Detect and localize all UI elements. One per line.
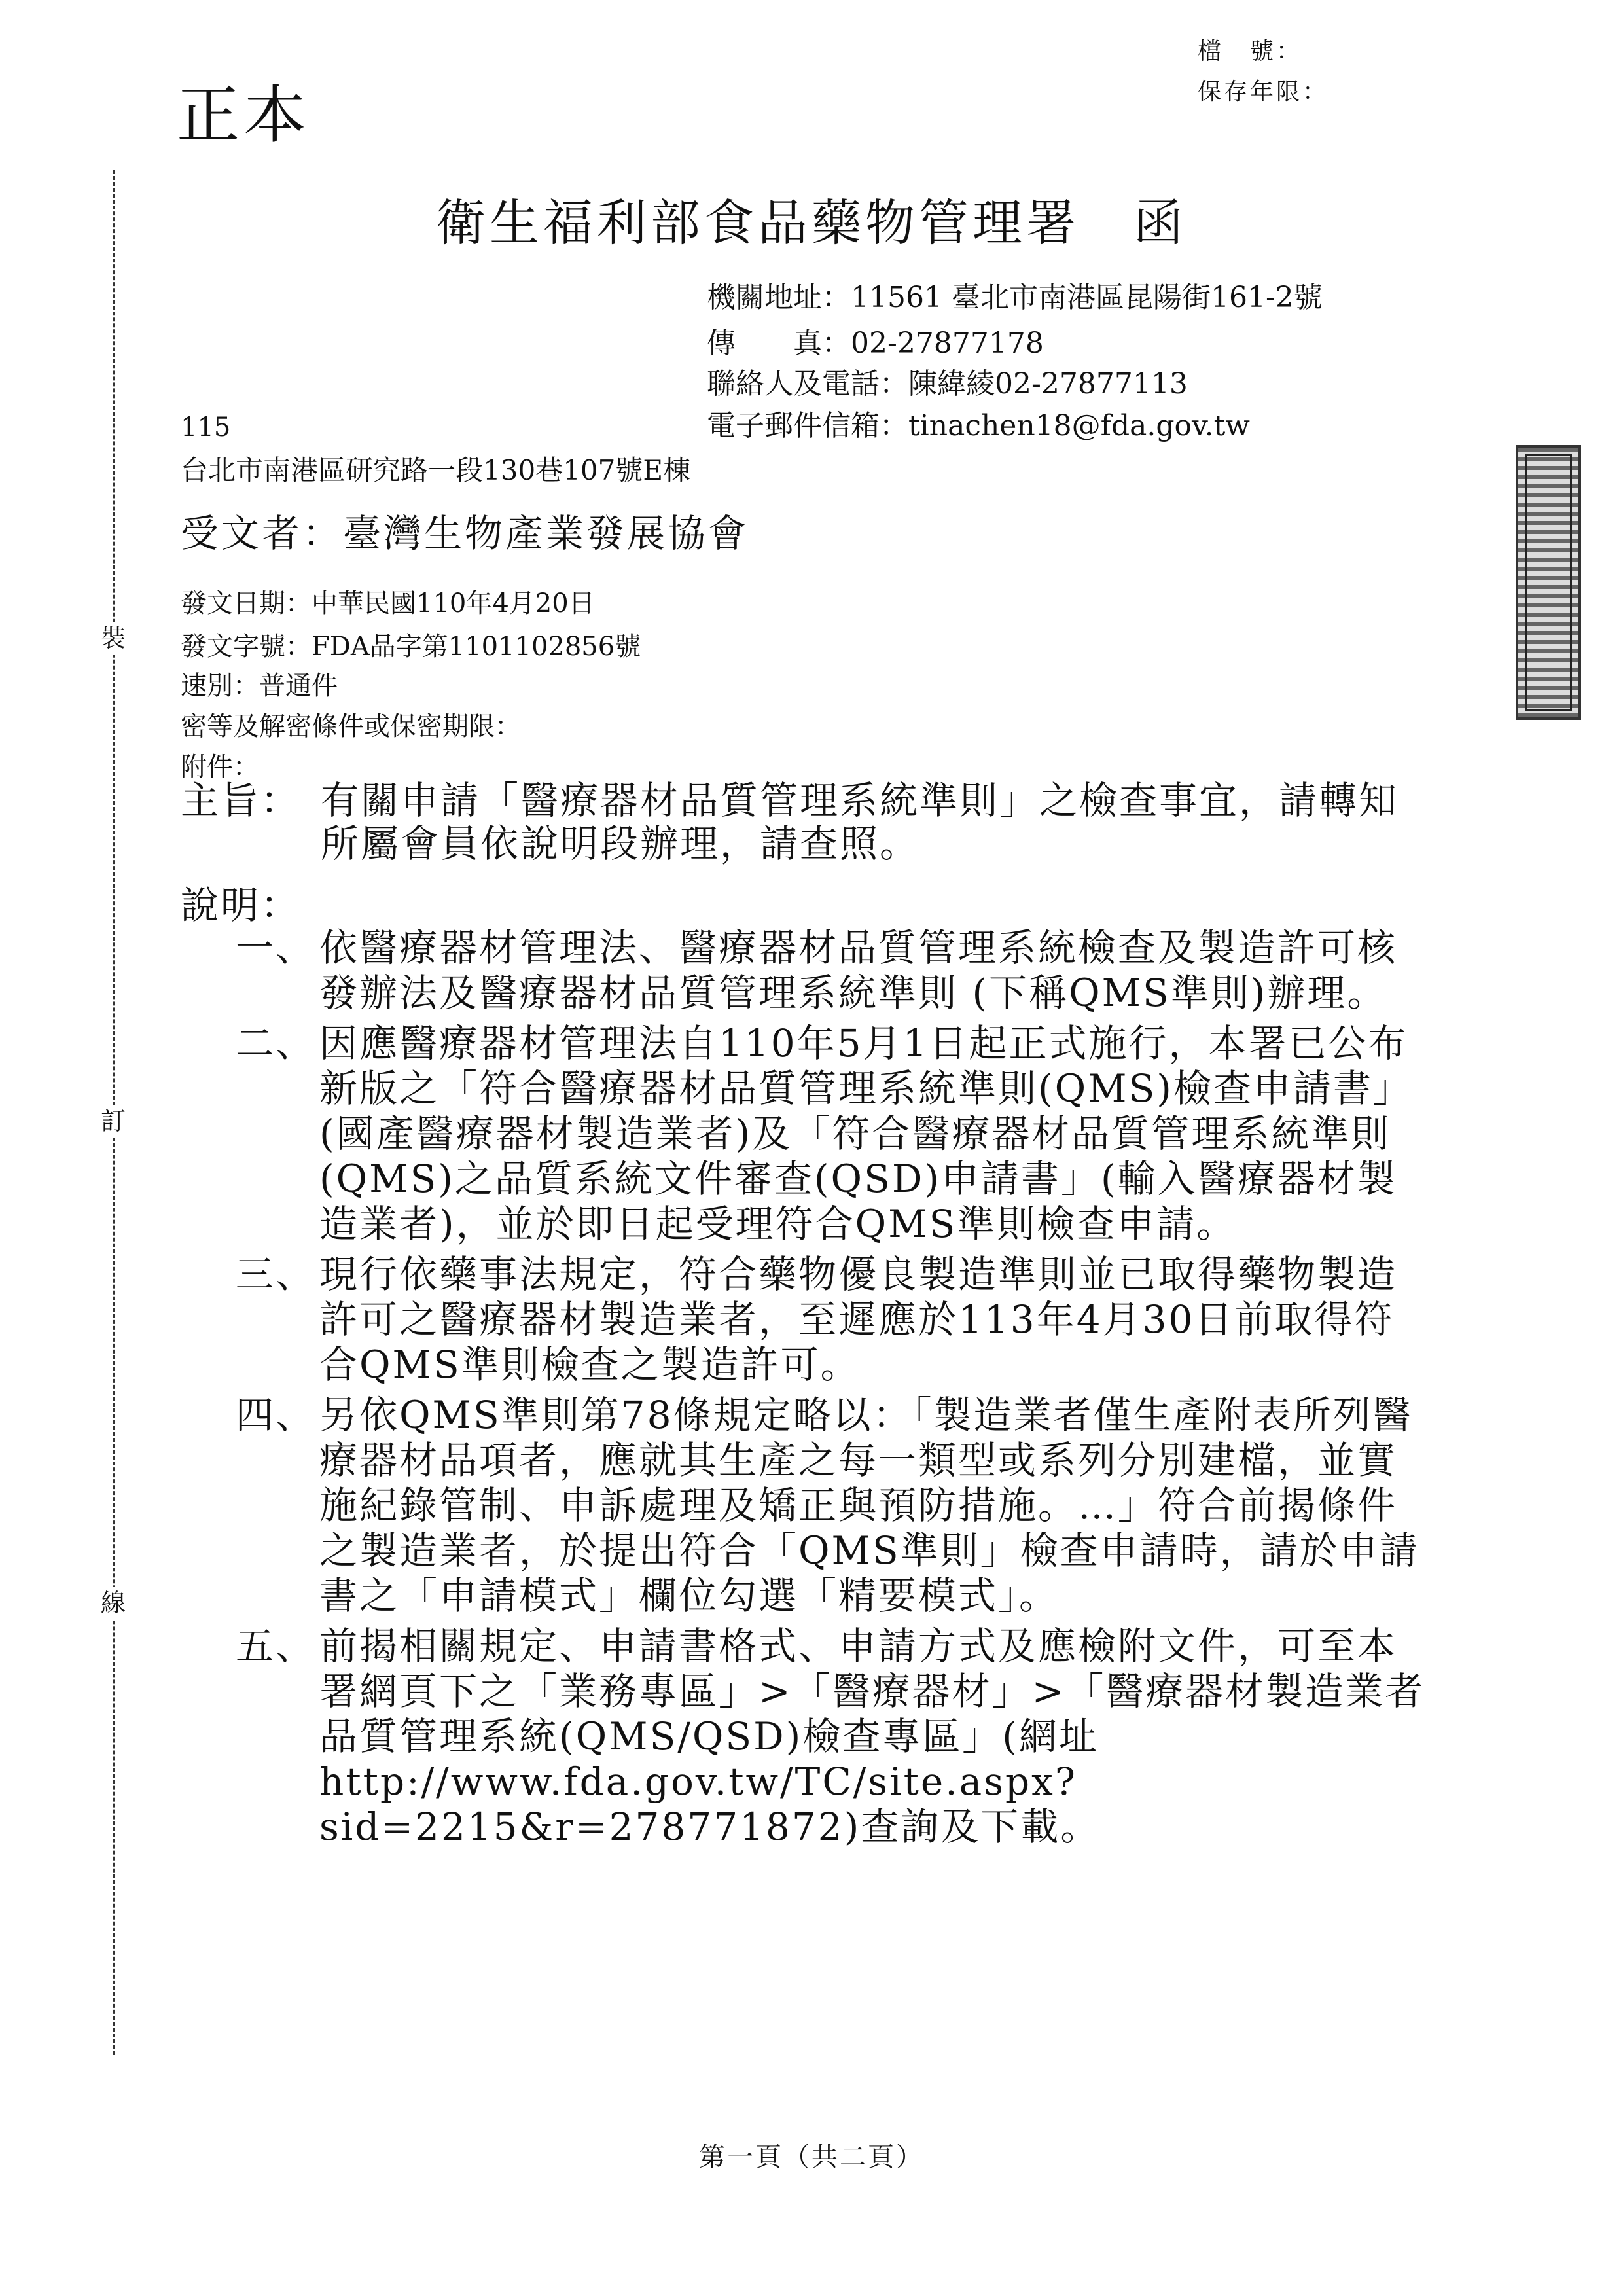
binding-mark-ding: 訂: [97, 1105, 130, 1138]
binding-mark-xian: 線: [97, 1587, 130, 1619]
subject-text: 有關申請「醫療器材品質管理系統準則」之檢查事宜，請轉知所屬會員依說明段辦理，請查照。: [321, 778, 1399, 866]
agency-contact: 聯絡人及電話：陳緯綾02-27877113: [707, 367, 1188, 401]
agency-address: 機關地址：11561 臺北市南港區昆陽街161-2號: [707, 281, 1323, 314]
recipient: 受文者：臺灣生物產業發展協會: [181, 511, 749, 556]
item-number: 一、: [236, 925, 316, 970]
received-stamp: [1516, 445, 1581, 720]
item-number: 二、: [236, 1021, 316, 1066]
delivery-speed: 速別：普通件: [181, 671, 338, 701]
list-item: [236, 1624, 1433, 1850]
list-item: [236, 1393, 1433, 1619]
file-number-label: 檔 號：: [1198, 38, 1303, 65]
page-footer: 第一頁（共二頁）: [699, 2142, 924, 2172]
binding-mark-zhuang: 裝: [97, 622, 130, 655]
explanation-label: 說明：: [181, 883, 301, 927]
secrecy-level: 密等及解密條件或保密期限：: [181, 711, 521, 742]
item-text: 另依QMS準則第78條規定略以：「製造業者僅生產附表所列醫療器材品項者，應就其生產之每一類型或系列分別建檔，並實施紀錄管制、申訴處理及矯正與預防措施。…」符合前揭條件之製造業者，於提出符合「QMS準則」檢查申請時，請於申請書之「申請模式」欄位勾選「精要模式」。: [319, 1393, 1419, 1618]
item-text: 因應醫療器材管理法自110年5月1日起正式施行，本署已公布新版之「符合醫療器材品質管理系統準則(QMS)檢查申請書」(國產醫療器材製造業者)及「符合醫療器材品質管理系統準則(QMS)之品質系統文件審查(QSD)申請書」(輸入醫療器材製造業者)，並於即日起受理符合QMS準則檢查申請。: [319, 1021, 1413, 1246]
list-item: [236, 1252, 1433, 1388]
subject-label: 主旨：: [181, 778, 301, 823]
item-text: 現行依藥事法規定，符合藥物優良製造準則並已取得藥物製造許可之醫療器材製造業者，至遲應於113年4月30日前取得符合QMS準則檢查之製造許可。: [319, 1252, 1398, 1387]
item-number: 五、: [236, 1624, 316, 1668]
document-title: 衛生福利部食品藥物管理署 函: [436, 194, 1187, 252]
recipient-address: 台北市南港區研究路一段130巷107號E棟: [181, 454, 690, 486]
issue-date: 發文日期：中華民國110年4月20日: [181, 588, 595, 619]
item-number: 四、: [236, 1393, 316, 1437]
subject-section: [181, 779, 1437, 865]
document-number: 發文字號：FDA品字第1101102856號: [181, 632, 641, 662]
explanation-list: [236, 925, 1433, 1855]
original-copy-label: 正本: [177, 79, 310, 152]
item-number: 三、: [236, 1252, 316, 1297]
stamp-border: [1525, 454, 1572, 711]
recipient-zip: 115: [181, 412, 231, 442]
attachment-label: 附件：: [181, 752, 259, 782]
agency-email: 電子郵件信箱：tinachen18@fda.gov.tw: [707, 409, 1250, 442]
agency-fax: 傳 真：02-27877178: [707, 327, 1044, 360]
retention-period-label: 保存年限：: [1198, 79, 1329, 105]
item-text: 前揭相關規定、申請書格式、申請方式及應檢附文件，可至本署網頁下之「業務專區」>「醫療器材」>「醫療器材製造業者品質管理系統(QMS/QSD)檢查專區」(網址http://www.fda.gov.tw/TC/site.aspx?sid=2215&r=278771872)查詢及下載。: [319, 1624, 1425, 1849]
item-text: 依醫療器材管理法、醫療器材品質管理系統檢查及製造許可核發辦法及醫療器材品質管理系統準則 (下稱QMS準則)辦理。: [319, 925, 1398, 1015]
list-item: [236, 925, 1433, 1016]
list-item: [236, 1021, 1433, 1247]
